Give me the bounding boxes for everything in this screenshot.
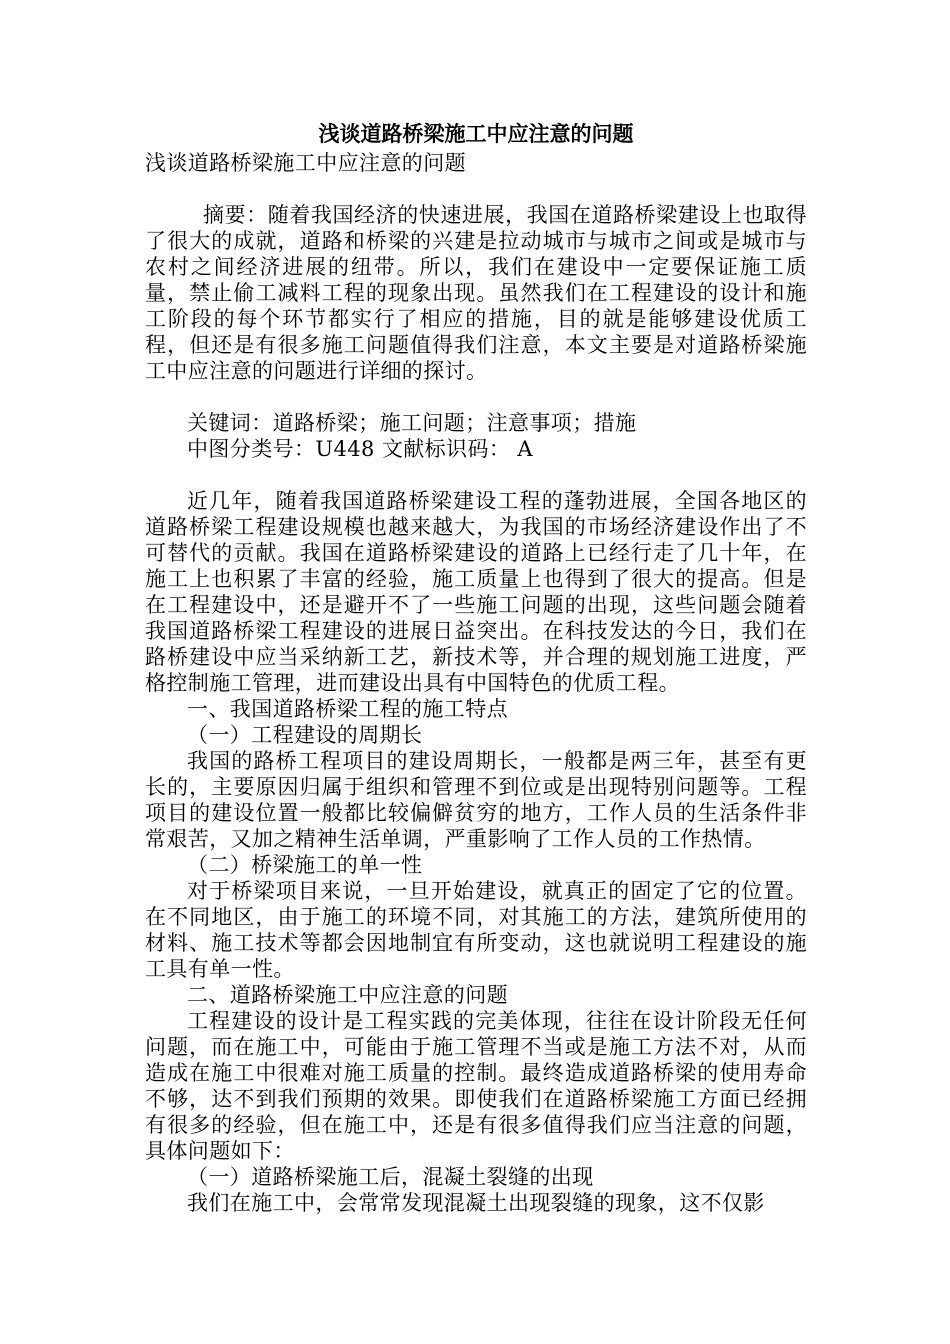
section2-paragraph: 工程建设的设计是工程实践的完美体现，往往在设计阶段无任何问题，而在施工中，可能由于施工管理不当或是施工方法不对，从而造成在施工中很难对施工质量的控制。最终造成道路桥梁的使用寿命不够，达不到我们预期的效果。即使我们在道路桥梁施工方面已经拥有很多的经验，但在施工中，还是有很多值得我们应当注意的问题，具体问题如下： — [145, 1009, 807, 1163]
section2-sub1-paragraph: 我们在施工中，会常常发现混凝土出现裂缝的现象，这不仅影 — [187, 1191, 765, 1215]
blank-line — [145, 462, 807, 488]
section1-sub1-paragraph: 我国的路桥工程项目的建设周期长，一般都是两三年，甚至有更长的，主要原因归属于组织和管理不到位或是出现特别问题等。工程项目的建设位置一般都比较偏僻贫穷的地方，工作人员的生活条件非常艰苦，又加之精神生活单调，严重影响了工作人员的工作热情。 — [145, 749, 807, 851]
document-subtitle: 浅谈道路桥梁施工中应注意的问题 — [145, 151, 466, 175]
section1-sub2-heading: （二）桥梁施工的单一性 — [187, 853, 423, 877]
section1-sub1-heading: （一）工程建设的周期长 — [187, 723, 423, 747]
section2-sub1-heading: （一）道路桥梁施工后，混凝土裂缝的出现 — [187, 1165, 594, 1189]
classification-line: 中图分类号：U448 文献标识码： A — [187, 437, 533, 461]
blank-line — [145, 384, 807, 410]
intro-paragraph: 近几年，随着我国道路桥梁建设工程的蓬勃进展，全国各地区的道路桥梁工程建设规模也越来越大，为我国的市场经济建设作出了不可替代的贡献。我国在道路桥梁建设的道路上已经行走了几十年，在施工上也积累了丰富的经验，施工质量上也得到了很大的提高。但是在工程建设中，还是避开不了一些施工问题的出现，这些问题会随着我国道路桥梁工程建设的进展日益突出。在科技发达的今日，我们在路桥建设中应当采纳新工艺，新技术等，并合理的规划施工进度，严格控制施工管理，进而建设出具有中国特色的优质工程。 — [145, 489, 807, 695]
document-title: 浅谈道路桥梁施工中应注意的问题 — [318, 121, 634, 146]
section1-sub2-paragraph: 对于桥梁项目来说，一旦开始建设，就真正的固定了它的位置。在不同地区，由于施工的环境不同，对其施工的方法，建筑所使用的材料、施工技术等都会因地制宜有所变动，这也就说明工程建设的施工具有单一性。 — [145, 879, 807, 981]
section2-heading: 二、道路桥梁施工中应注意的问题 — [187, 983, 508, 1007]
abstract-paragraph: 摘要：随着我国经济的快速进展，我国在道路桥梁建设上也取得了很大的成就，道路和桥梁的兴建是拉动城市与城市之间或是城市与农村之间经济进展的纽带。所以，我们在建设中一定要保证施工质量，禁止偷工减料工程的现象出现。虽然我们在工程建设的设计和施工阶段的每个环节都实行了相应的措施，目的就是能够建设优质工程，但还是有很多施工问题值得我们注意，本文主要是对道路桥梁施工中应注意的问题进行详细的探讨。 — [145, 203, 807, 383]
blank-line — [145, 176, 807, 202]
section1-heading: 一、我国道路桥梁工程的施工特点 — [187, 697, 508, 721]
keywords-line: 关键词：道路桥梁；施工问题；注意事项；措施 — [187, 411, 637, 435]
document-body — [145, 118, 807, 1216]
